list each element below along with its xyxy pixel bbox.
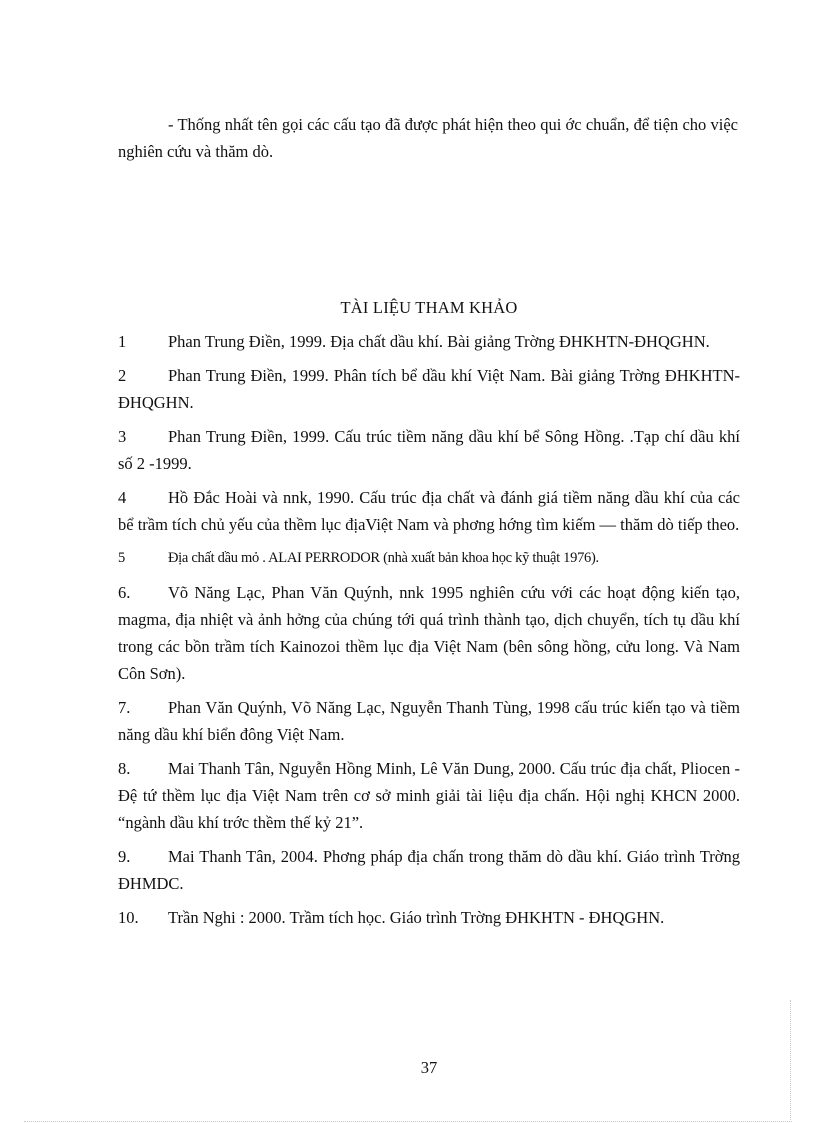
reference-number: 10. <box>118 908 139 927</box>
reference-number: 8. <box>118 759 131 778</box>
reference-number: 1 <box>118 332 127 351</box>
reference-text: Địa chất dầu mỏ . ALAI PERRODOR (nhà xuất bản khoa học kỹ thuật 1976). <box>168 550 599 566</box>
reference-item <box>118 843 740 897</box>
intro-text: Thống nhất tên gọi các cấu tạo đã được phát hiện theo qui ớc chuẩn, để tiện cho việc nghiên cứu và thăm dò. <box>118 114 738 161</box>
page-border-right <box>790 1000 791 1120</box>
reference-number: 5 <box>118 550 125 566</box>
reference-text: Mai Thanh Tân, Nguyễn Hồng Minh, Lê Văn Dung, 2000. Cấu trúc địa chất, Pliocen - Đệ tứ thềm lục địa Việt Nam trên cơ sở minh giải tài liệu địa chấn. Hội nghị KHCN 2000. “ngành dầu khí trớc thềm thế kỷ 21”. <box>118 759 740 832</box>
reference-number: 3 <box>118 427 127 446</box>
reference-text: Phan Trung Điền, 1999. Cấu trúc tiềm năng dầu khí bể Sông Hồng. .Tạp chí dầu khí số 2 -1999. <box>118 427 740 473</box>
reference-number: 9. <box>118 847 131 866</box>
reference-item <box>118 328 740 355</box>
reference-number: 2 <box>118 366 127 385</box>
references-heading: TÀI LIỆU THAM KHẢO <box>340 298 518 317</box>
reference-text: Phan Văn Quýnh, Võ Năng Lạc, Nguyễn Thanh Tùng, 1998 cấu trúc kiến tạo và tiềm năng dầu khí biển đông Việt Nam. <box>118 698 740 744</box>
reference-number: 4 <box>118 488 127 507</box>
reference-item <box>118 579 740 687</box>
reference-item <box>118 755 740 836</box>
intro-paragraph <box>118 111 738 165</box>
reference-number: 7. <box>118 698 131 717</box>
reference-item <box>118 362 740 416</box>
reference-text: Hồ Đắc Hoài và nnk, 1990. Cấu trúc địa chất và đánh giá tiềm năng dầu khí của các bể trầm tích chủ yếu của thềm lục địaViệt Nam và phơng hớng tìm kiếm — thăm dò tiếp theo. <box>118 488 740 534</box>
page-number: 37 <box>420 1058 438 1077</box>
reference-item <box>118 423 740 477</box>
reference-list <box>118 328 740 938</box>
intro-dash: - <box>168 114 174 134</box>
reference-item <box>118 545 740 572</box>
reference-text: Phan Trung Điền, 1999. Phân tích bể dầu khí Việt Nam. Bài giảng Trờng ĐHKHTN- ĐHQGHN. <box>118 366 740 412</box>
page-border-bottom <box>24 1121 792 1122</box>
reference-text: Võ Năng Lạc, Phan Văn Quýnh, nnk 1995 nghiên cứu với các hoạt động kiến tạo, magma, địa nhiệt và ảnh hởng của chúng tới quá trình thành tạo, dịch chuyển, tích tụ dầu khí trong các bồn trầm tích Kainozoi thềm lục địa Việt Nam (bên sông hồng, cửu long. Và Nam Côn Sơn). <box>118 583 740 683</box>
reference-text: Phan Trung Điền, 1999. Địa chất dầu khí. Bài giảng Trờng ĐHKHTN-ĐHQGHN. <box>168 332 710 351</box>
reference-item <box>118 904 740 931</box>
reference-item <box>118 484 740 538</box>
reference-text: Trần Nghi : 2000. Trầm tích học. Giáo trình Trờng ĐHKHTN - ĐHQGHN. <box>168 908 665 927</box>
reference-item <box>118 694 740 748</box>
reference-text: Mai Thanh Tân, 2004. Phơng pháp địa chấn trong thăm dò dầu khí. Giáo trình Trờng ĐHMDC. <box>118 847 740 893</box>
reference-number: 6. <box>118 583 131 602</box>
